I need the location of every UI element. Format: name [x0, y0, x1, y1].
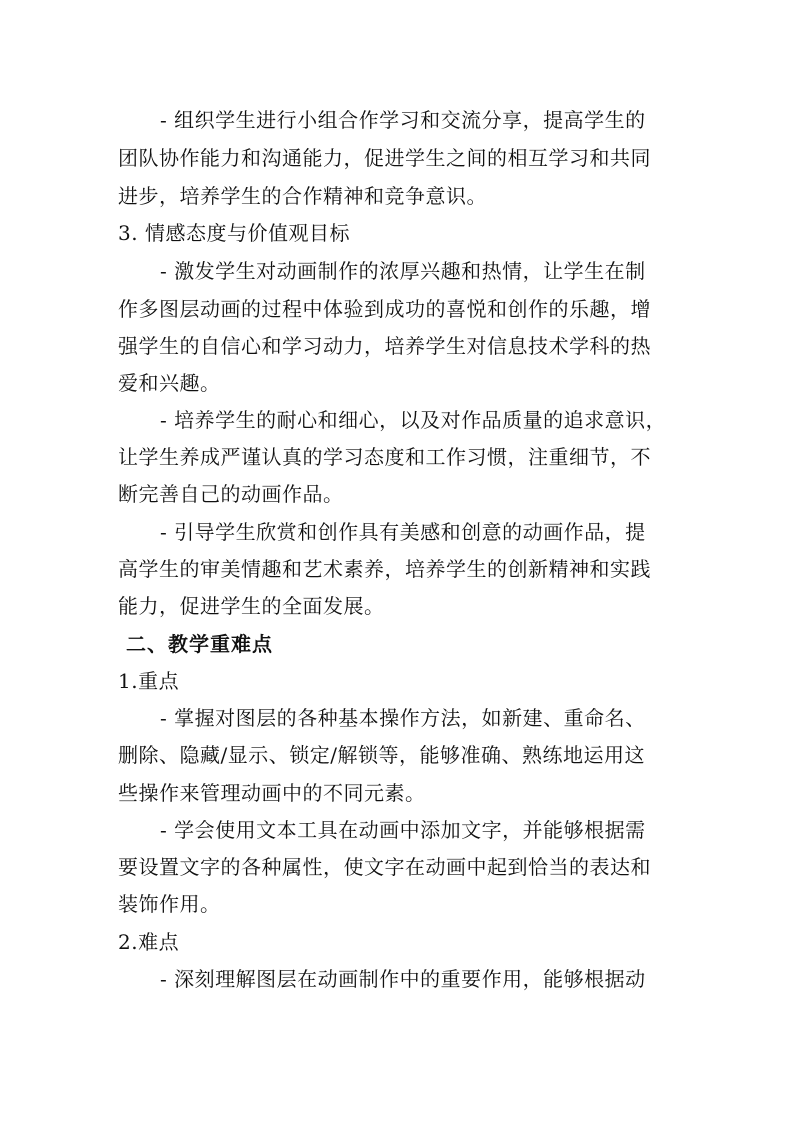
section-subheading: 3. 情感态度与价值观目标: [118, 221, 350, 245]
text-line: 删除、隐藏/显示、锁定/解锁等，能够准确、熟练地运用这: [118, 743, 645, 767]
text-line: 进步，培养学生的合作精神和竞争意识。: [118, 184, 487, 208]
bullet-line: - 培养学生的耐心和细心，以及对作品质量的追求意识，: [160, 408, 667, 432]
text-line: 爱和兴趣。: [118, 371, 221, 395]
bullet-line: - 组织学生进行小组合作学习和交流分享，提高学生的: [160, 108, 646, 132]
section-subheading: 1.重点: [118, 669, 180, 693]
text-line: 装饰作用。: [118, 892, 221, 916]
bullet-line: - 激发学生对动画制作的浓厚兴趣和热情，让学生在制: [160, 259, 646, 283]
text-line: 强学生的自信心和学习动力，培养学生对信息技术学科的热: [118, 334, 651, 358]
text-line: 高学生的审美情趣和艺术素养，培养学生的创新精神和实践: [118, 557, 651, 581]
bullet-line: - 深刻理解图层在动画制作中的重要作用，能够根据动: [160, 967, 646, 991]
section-heading: 二、教学重难点: [126, 632, 273, 656]
text-line: 要设置文字的各种属性，使文字在动画中起到恰当的表达和: [118, 855, 651, 879]
text-line: 断完善自己的动画作品。: [118, 482, 344, 506]
text-line: 作多图层动画的过程中体验到成功的喜悦和创作的乐趣，增: [118, 297, 651, 321]
text-line: 让学生养成严谨认真的学习态度和工作习惯，注重细节，不: [118, 445, 651, 469]
section-subheading: 2.难点: [118, 930, 180, 954]
text-line: 些操作来管理动画中的不同元素。: [118, 781, 426, 805]
bullet-line: - 掌握对图层的各种基本操作方法，如新建、重命名、: [160, 706, 646, 730]
bullet-line: - 引导学生欣赏和创作具有美感和创意的动画作品，提: [160, 520, 646, 544]
text-line: 能力，促进学生的全面发展。: [118, 594, 385, 618]
bullet-line: - 学会使用文本工具在动画中添加文字，并能够根据需: [160, 818, 646, 842]
text-line: 团队协作能力和沟通能力，促进学生之间的相互学习和共同: [118, 146, 651, 170]
